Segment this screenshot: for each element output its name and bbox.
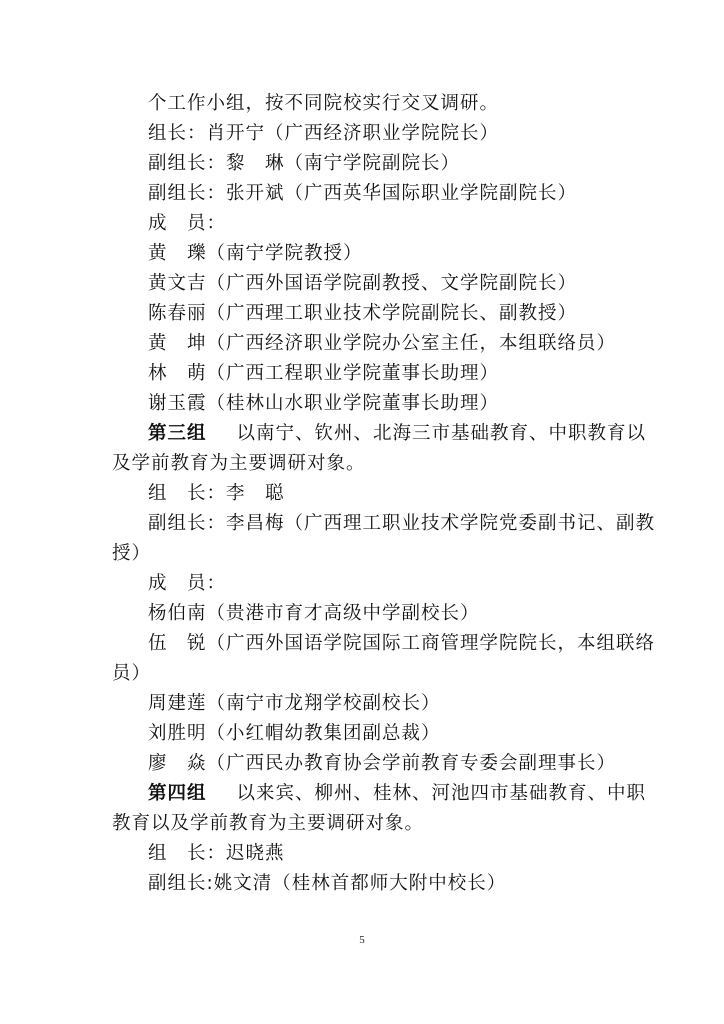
text-line-9: 黄 坤（广西经济职业学院办公室主任，本组联络员） xyxy=(148,333,617,354)
group3-member2-line2: 员） xyxy=(112,663,152,684)
group3-desc-line2: 及学前教育为主要调研对象。 xyxy=(112,453,366,474)
group3-member1: 杨伯南（贵港市育才高级中学副校长） xyxy=(148,603,480,624)
text-line-8: 陈春丽（广西理工职业技术学院副院长、副教授） xyxy=(148,303,578,324)
group3-member5: 廖 焱（广西民办教育协会学前教育专委会副理事长） xyxy=(148,753,617,774)
text-line-1: 个工作小组，按不同院校实行交叉调研。 xyxy=(148,93,500,114)
group3-desc-line1: 以南宁、钦州、北海三市基础教育、中职教育以 xyxy=(236,423,647,444)
text-line-2: 组长：肖开宁（广西经济职业学院院长） xyxy=(148,123,500,144)
text-line-7: 黄文吉（广西外国语学院副教授、文学院副院长） xyxy=(148,273,578,294)
text-line-10: 林 萌（广西工程职业学院董事长助理） xyxy=(148,363,500,384)
group3-member3: 周建莲（南宁市龙翔学校副校长） xyxy=(148,693,441,714)
group3-vice-leader-line1: 副组长：李昌梅（广西理工职业技术学院党委副书记、副教 xyxy=(148,513,656,534)
group4-title: 第四组 xyxy=(148,783,207,804)
group3-members-label: 成 员： xyxy=(148,573,227,594)
group4-desc-line1: 以来宾、柳州、桂林、河池四市基础教育、中职 xyxy=(236,783,647,804)
text-line-11: 谢玉霞（桂林山水职业学院董事长助理） xyxy=(148,393,500,414)
group4-desc-line2: 教育以及学前教育为主要调研对象。 xyxy=(112,813,425,834)
page-number: 5 xyxy=(359,934,365,946)
group4-leader: 组 长：迟晓燕 xyxy=(148,843,285,864)
group3-leader: 组 长：李 聪 xyxy=(148,483,285,504)
group3-vice-leader-line2: 授） xyxy=(112,543,152,564)
group3-title: 第三组 xyxy=(148,423,207,444)
group3-member4: 刘胜明（小红帽幼教集团副总裁） xyxy=(148,723,441,744)
group3-member2-line1: 伍 锐（广西外国语学院国际工商管理学院院长，本组联络 xyxy=(148,633,656,654)
group3-heading-line xyxy=(148,422,646,446)
text-line-3: 副组长：黎 琳（南宁学院副院长） xyxy=(148,153,461,174)
group4-heading-line xyxy=(148,782,646,806)
text-line-5: 成 员： xyxy=(148,213,227,234)
text-line-4: 副组长：张开斌（广西英华国际职业学院副院长） xyxy=(148,183,578,204)
group4-vice-leader: 副组长:姚文清（桂林首都师大附中校长） xyxy=(148,873,507,894)
text-line-6: 黄 瓅（南宁学院教授） xyxy=(148,243,363,264)
